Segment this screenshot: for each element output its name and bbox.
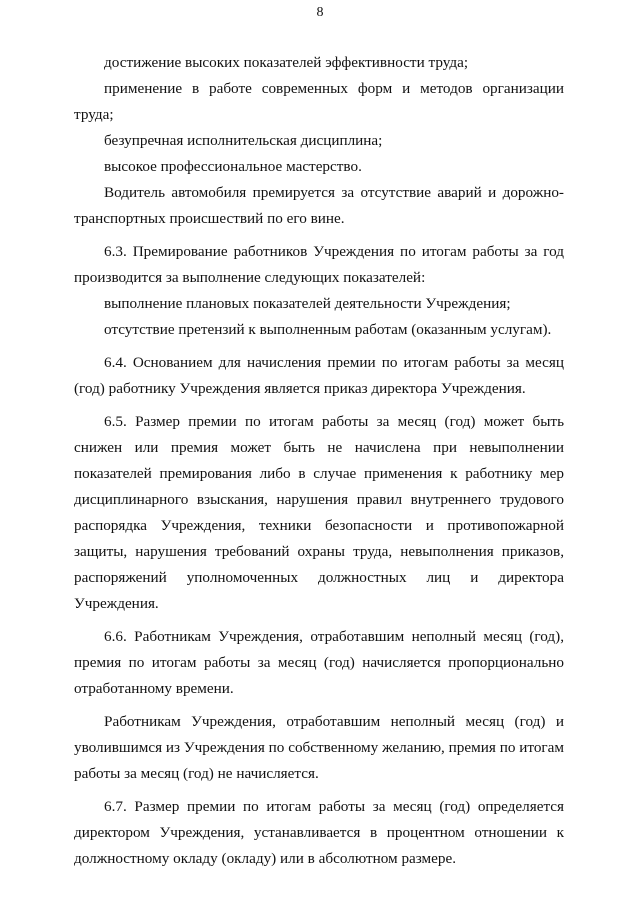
paragraph: Водитель автомобиля премируется за отсутствие аварий и дорожно-транспортных происшествий по его вине. xyxy=(74,184,564,227)
paragraph: 6.3. Премирование работников Учреждения по итогам работы за год производится за выполнение следующих показателей: xyxy=(74,243,564,286)
page-number: 8 xyxy=(316,5,324,20)
paragraph: высокое профессиональное мастерство. xyxy=(104,158,362,175)
paragraph: отсутствие претензий к выполненным работам (оказанным услугам). xyxy=(104,321,552,338)
paragraph: 6.7. Размер премии по итогам работы за месяц (год) определяется директором Учреждения, устанавливается в процентном отношении к должностному окладу (окладу) или в абсолютном размере. xyxy=(74,798,564,867)
document-body xyxy=(74,50,564,872)
paragraph: 6.6. Работникам Учреждения, отработавшим неполный месяц (год), премия по итогам работы за месяц (год) начисляется пропорционально отработанному времени. xyxy=(74,628,564,697)
paragraph: Работникам Учреждения, отработавшим неполный месяц (год) и уволившимся из Учреждения по собственному желанию, премия по итогам работы за месяц (год) не начисляется. xyxy=(74,713,564,782)
paragraph: выполнение плановых показателей деятельности Учреждения; xyxy=(104,295,511,312)
paragraph: применение в работе современных форм и методов организации труда; xyxy=(74,80,564,123)
paragraph: 6.5. Размер премии по итогам работы за месяц (год) может быть снижен или премия может быть не начислена при невыполнении показателей премирования либо в случае применения к работнику мер дисциплинарного взыскания, нарушения правил внутреннего трудового распорядка Учреждения, техники безопасности и противопожарной защиты, нарушения требований охраны труда, невыполнения приказов, распоряжений уполномоченных должностных лиц и директора Учреждения. xyxy=(74,413,564,612)
paragraph: безупречная исполнительская дисциплина; xyxy=(104,132,383,149)
paragraph: 6.4. Основанием для начисления премии по итогам работы за месяц (год) работнику Учреждения является приказ директора Учреждения. xyxy=(74,354,564,397)
paragraph: достижение высоких показателей эффективности труда; xyxy=(104,54,469,71)
